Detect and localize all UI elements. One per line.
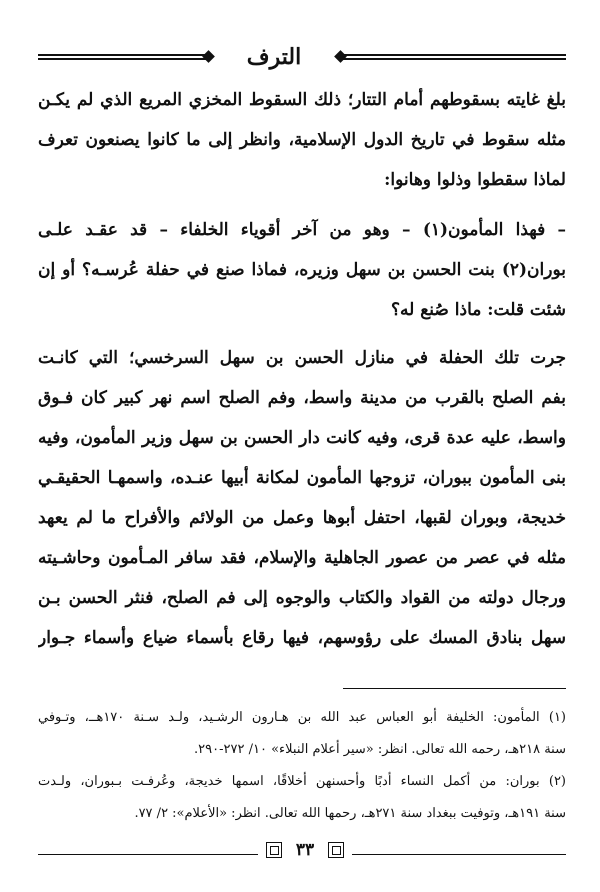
text-line: ورجال دولته من القواد والكتاب والوجوه إلى فم الصلح، فنثر الحسن بـن (38, 588, 566, 608)
text-line: مثله في عصر من عصور الجاهلية والإسلام، فقد سافر المـأمون وحاشـيته (38, 548, 566, 568)
paragraph-2 (38, 210, 566, 330)
text-line: بلغ غايته بسقوطهم أمام التتار؛ ذلك السقوط المخزي المريع الذي لم يكـن (38, 90, 566, 110)
footer-rule-left (38, 854, 258, 855)
diamond-ornament-icon (202, 50, 215, 63)
book-ornament-icon (266, 842, 282, 858)
text-line: جرت تلك الحفلة في منازل الحسن بن سهل السرخسي؛ التي كانـت (38, 348, 566, 368)
text-line: سهل بنادق المسك على رؤوسهم، فيها رقاع بأسماء ضياع وأسماء جـوار (38, 628, 566, 648)
header-rule-right (338, 54, 566, 60)
text-line: لماذا سقطوا وذلوا وهانوا: (384, 170, 566, 190)
footnote-line: سنة ٢١٨هـ، رحمه الله تعالى. انظر: «سير أعلام النبلاء» ١٠/ ٢٧٢-٢٩٠. (194, 742, 566, 757)
page-footer (38, 838, 566, 862)
book-ornament-icon (328, 842, 344, 858)
footnote-line: (٢) بوران: من أكمل النساء أدبًا وأحسنهن أخلاقًا، اسمها خديجة، وعُرفـت بـبوران، ولـدت (38, 774, 566, 789)
footnote-line: (١) المأمون: الخليفة أبو العباس عبد الله بن هـارون الرشـيد، ولـد سـنة ١٧٠هــ، وتـوفي (38, 710, 566, 725)
text-line: خديجة، وبوران لقبها، احتفل أبوها وعمل من الولائم والأفراح ما لم يعهد (38, 508, 566, 528)
text-line: واسط، عليه عدة قرى، وفيه كانت دار الحسن بن سهل وزير المأمون، وفيه (38, 428, 566, 448)
text-line: بوران(٢) بنت الحسن بن سهل وزيره، فماذا صنع في حفلة عُرسـه؟ أو إن (38, 260, 566, 280)
text-line: بنى المأمون ببوران، تزوجها المأمون لمكانة أبيها عنـده، واسمهـا الحقيقـي (38, 468, 566, 488)
header-title: الترف (246, 44, 302, 70)
text-line: شئت قلت: ماذا صُنع له؟ (391, 300, 566, 320)
footnotes (38, 702, 566, 830)
footnote-line: سنة ١٩١هـ، وتوفيت ببغداد سنة ٢٧١هـ، رحمها الله تعالى. انظر: «الأعلام»: ٢/ ٧٧. (134, 806, 566, 821)
footer-rule-right (352, 854, 566, 855)
text-line: مثله سقوط في تاريخ الدول الإسلامية، وانظر إلى ما كانوا يصنعون تعرف (38, 130, 566, 150)
running-header (38, 42, 566, 72)
text-line: – فهذا المأمون(١) – وهو من آخر أقوياء الخلفاء – قد عقـد علـى (38, 220, 566, 240)
text-line: بفم الصلح بالقرب من مدينة واسط، وفم الصلح اسم نهر كبير كان فـوق (38, 388, 566, 408)
paragraph-1 (38, 80, 566, 200)
page-number: ٣٣ (295, 840, 315, 860)
paragraph-3 (38, 338, 566, 658)
header-rule-left (38, 54, 208, 60)
footnote-separator (343, 688, 566, 689)
